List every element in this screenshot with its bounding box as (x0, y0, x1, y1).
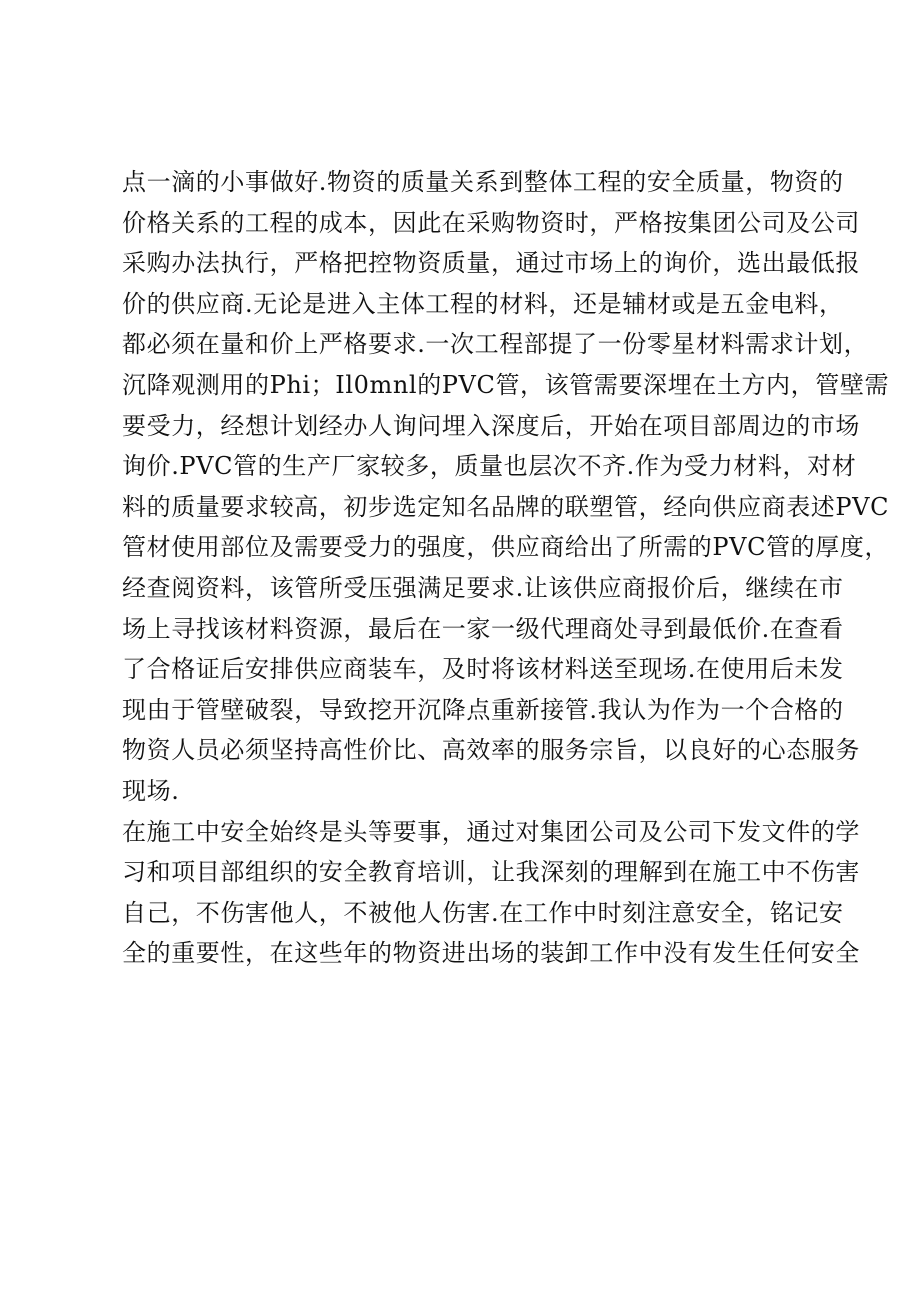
text-line: 料的质量要求较高，初步选定知名品牌的联塑管，经向供应商表述PVC (122, 492, 890, 521)
text-line: 都必须在量和价上严格要求.一次工程部提了一份零星材料需求计划， (122, 330, 869, 359)
text-line: 价的供应商.无论是进入主体工程的材料，还是辅材或是五金电料， (122, 289, 844, 318)
text-line: 采购办法执行，严格把控物资质量，通过市场上的询价，选出最低报 (122, 249, 860, 278)
text-line: 现由于管壁破裂，导致挖开沉降点重新接管.我认为作为一个合格的 (122, 695, 844, 724)
text-line: 全的重要性，在这些年的物资进出场的装卸工作中没有发生任何安全 (122, 939, 860, 968)
text-line: 习和项目部组织的安全教育培训，让我深刻的理解到在施工中不伤害 (122, 858, 860, 887)
text-line: 在施工中安全始终是头等要事，通过对集团公司及公司下发文件的学 (122, 817, 860, 846)
text-line: 要受力，经想计划经办人询问埋入深度后，开始在项目部周边的市场 (122, 411, 860, 440)
text-line: 了合格证后安排供应商装车，及时将该材料送至现场.在使用后未发 (122, 655, 844, 684)
text-line: 价格关系的工程的成本，因此在采购物资时，严格按集团公司及公司 (122, 208, 860, 237)
text-line: 经查阅资料，该管所受压强满足要求.让该供应商报价后，继续在市 (122, 573, 844, 602)
text-line: 现场. (122, 776, 180, 805)
text-line: 询价.PVC管的生产厂家较多，质量也层次不齐.作为受力材料，对材 (122, 452, 857, 481)
text-line: 管材使用部位及需要受力的强度，供应商给出了所需的PVC管的厚度， (122, 533, 890, 562)
text-line: 沉降观测用的Phi；Il0mnl的PVC管，该管需要深埋在土方内，管壁需 (122, 370, 890, 399)
text-line: 场上寻找该材料资源，最后在一家一级代理商处寻到最低价.在查看 (122, 614, 844, 643)
text-line: 物资人员必须坚持高性价比、高效率的服务宗旨，以良好的心态服务 (122, 736, 860, 765)
document-body-text (122, 162, 890, 974)
text-line: 点一滴的小事做好.物资的质量关系到整体工程的安全质量，物资的 (122, 168, 844, 196)
text-line: 自己，不伤害他人，不被他人伤害.在工作中时刻注意安全，铭记安 (122, 898, 844, 927)
